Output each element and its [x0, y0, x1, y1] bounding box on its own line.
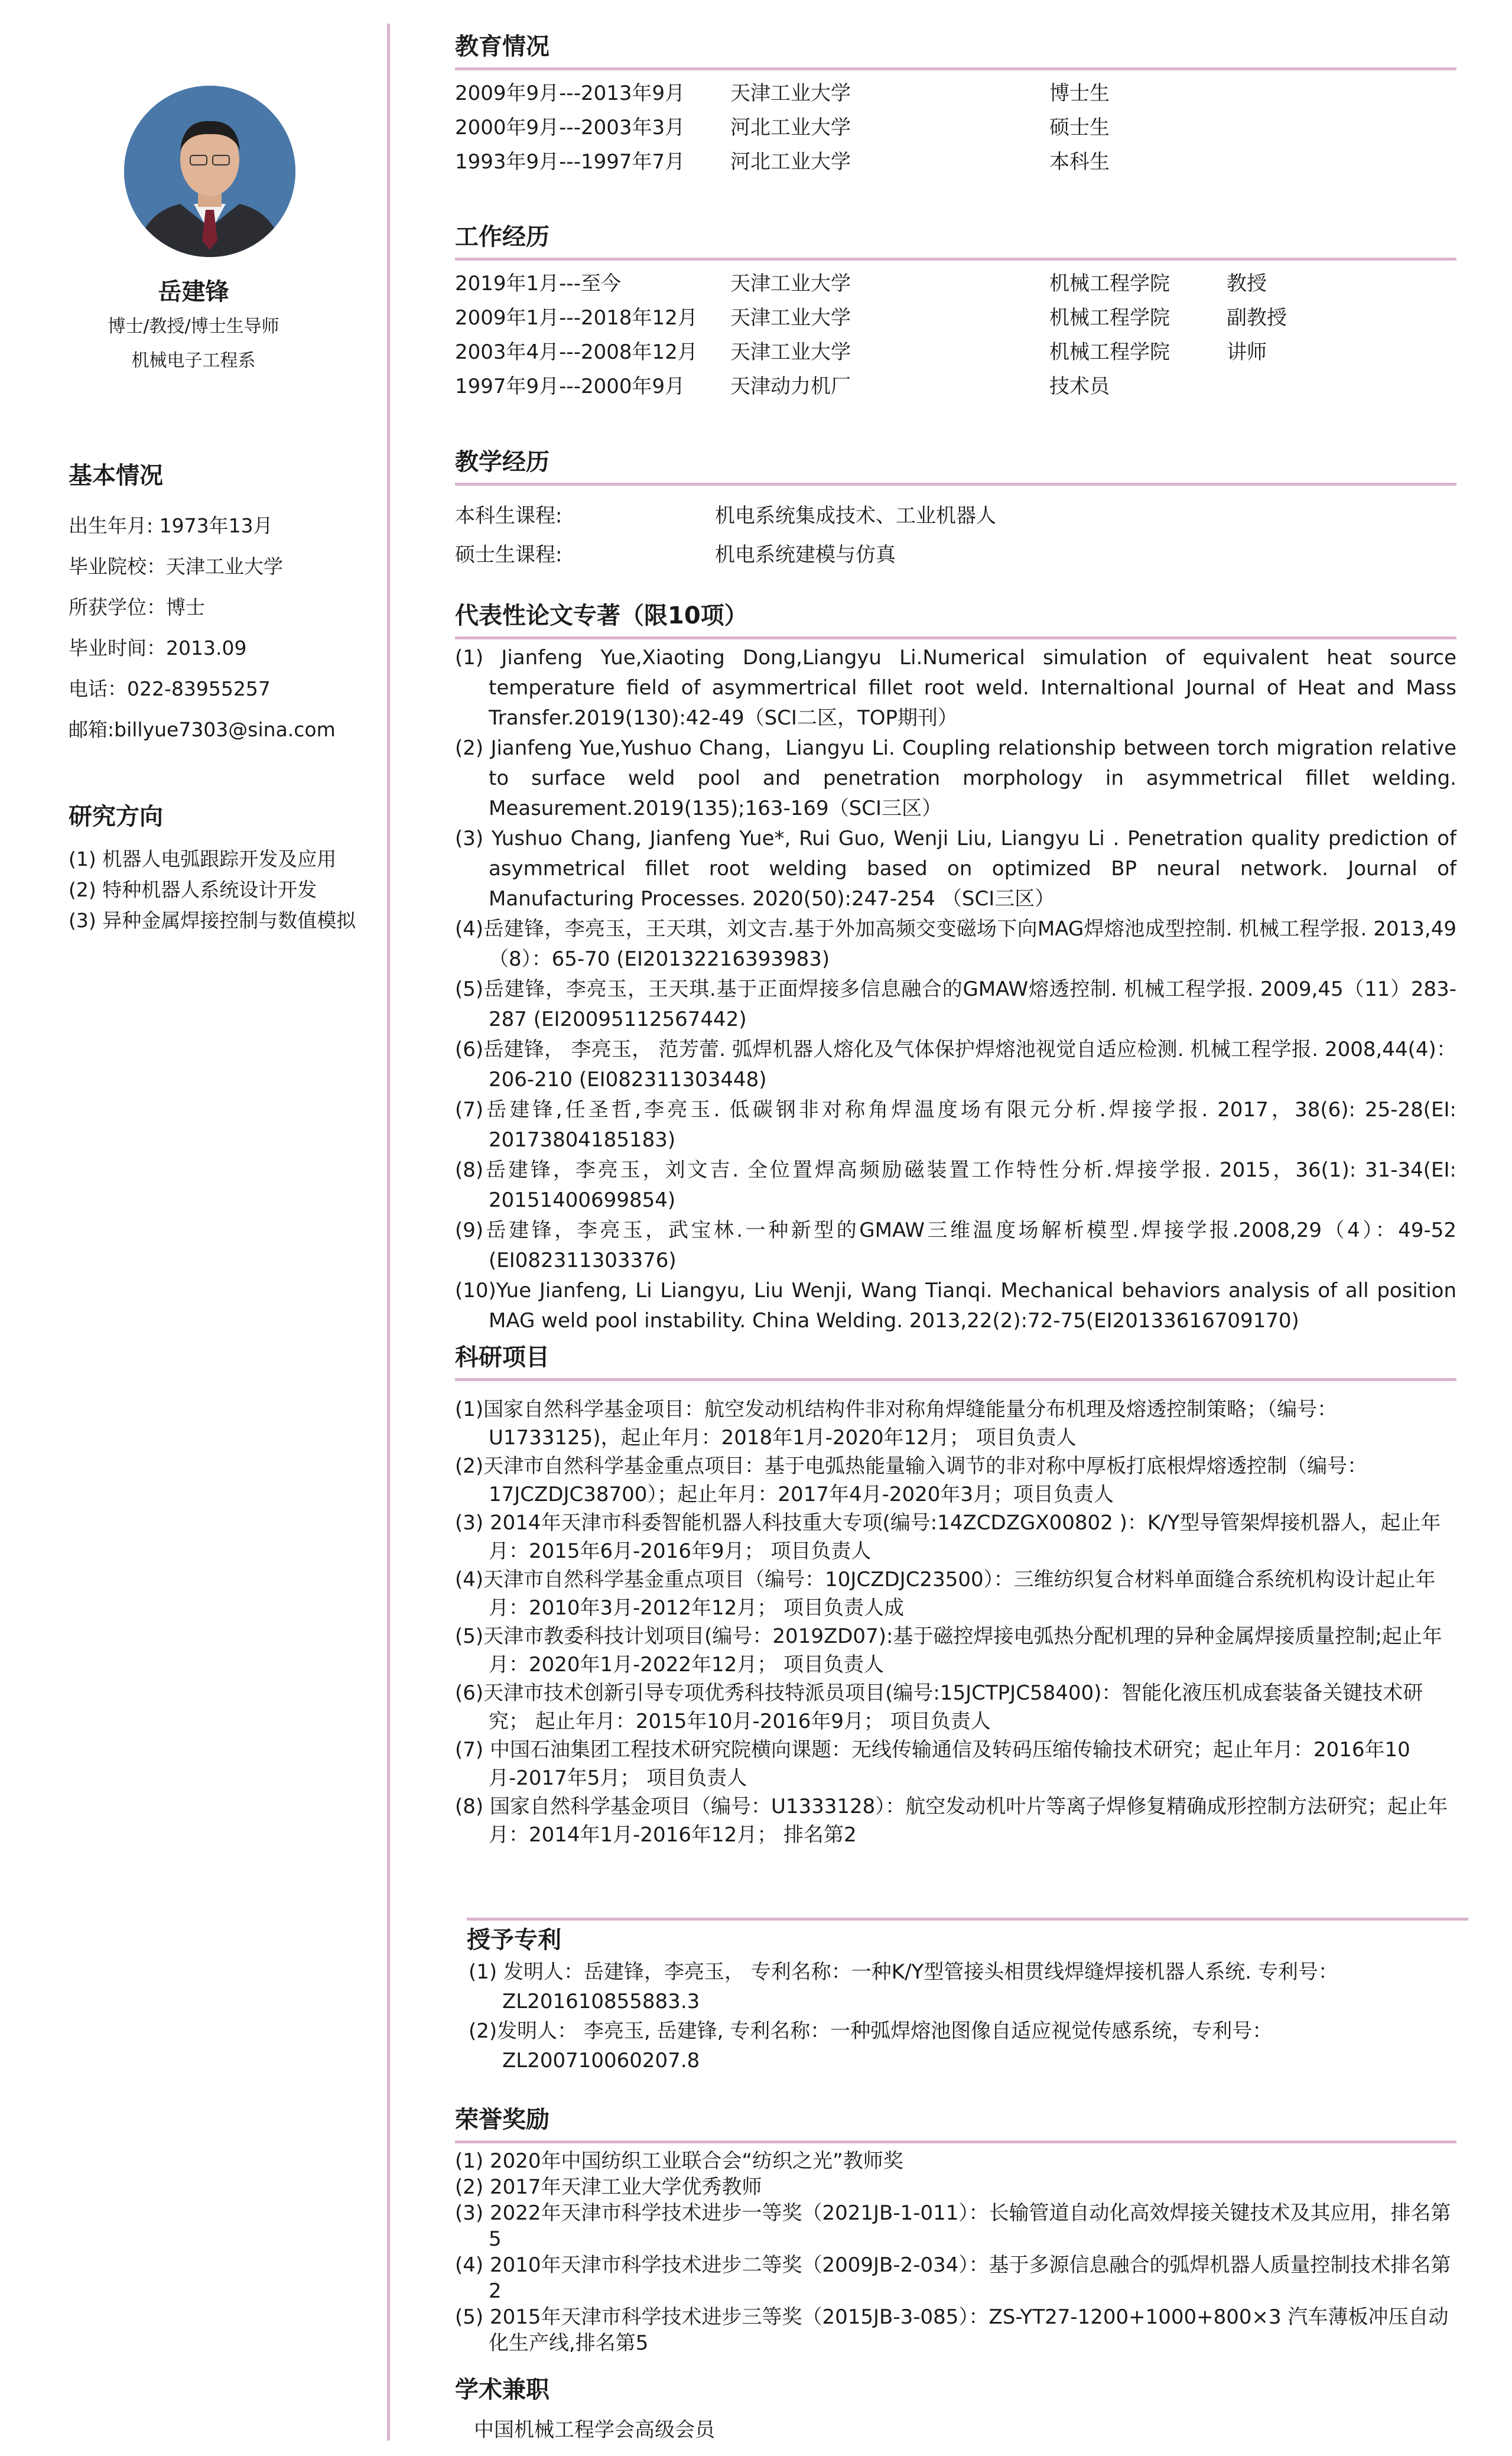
projects-heading: 科研项目 — [455, 1344, 549, 1371]
work-period: 2009年1月---2018年12月 — [455, 306, 698, 330]
work-period: 2003年4月---2008年12月 — [455, 340, 698, 364]
work-role: 教授 — [1227, 272, 1267, 295]
work-dept: 机械工程学院 — [1049, 272, 1170, 295]
education-school: 河北工业大学 — [730, 116, 851, 139]
work-dept: 机械工程学院 — [1049, 306, 1170, 330]
awards-heading: 荣誉奖励 — [455, 2106, 549, 2133]
award-item: (4) 2010年天津市科学技术进步二等奖（2009JB-2-034）：基于多源信息融合的弧焊机器人质量控制技术排名第2 — [455, 2253, 1451, 2303]
education-degree: 本科生 — [1049, 150, 1110, 174]
project-item: (6)天津市技术创新引导专项优秀科技特派员项目(编号:15JCTPJC58400)：智能化液压机成套装备关键技术研究； 起止年月：2015年10月-2016年9月； 项目负责人 — [455, 1681, 1423, 1733]
education-school: 河北工业大学 — [730, 150, 851, 174]
patents-heading: 授予专利 — [467, 1927, 561, 1954]
basic-info-list — [69, 505, 336, 750]
basic-info-graduation: 毕业时间：2013.09 — [69, 636, 247, 660]
awards-section — [455, 2103, 1456, 2356]
sidebar-divider — [387, 24, 390, 2441]
project-item: (2)天津市自然科学基金重点项目：基于电弧热能量输入调节的非对称中厚板打底根焊熔透控制（编号：17JCZDJC38700）；起止年月：2017年4月-2020年3月；项目负责人 — [455, 1454, 1368, 1506]
work-org: 天津工业大学 — [730, 272, 851, 295]
work-role: 讲师 — [1227, 340, 1267, 364]
basic-info-email: 邮箱:billyue7303@sina.com — [69, 718, 336, 741]
paper-item: (7)岳建锋,任圣哲,李亮玉. 低碳钢非对称角焊温度场有限元分析.焊接学报. 2017，38(6): 25-28(EI: 20173804185183) — [455, 1098, 1456, 1152]
award-item: (5) 2015年天津市科学技术进步三等奖（2015JB-3-085）：ZS-YT27-1200+1000+800×3 汽车薄板冲压自动化生产线,排名第5 — [455, 2305, 1449, 2355]
section-divider — [455, 67, 1456, 70]
teaching-courses: 机电系统建模与仿真 — [715, 543, 896, 567]
work-row — [455, 335, 1456, 369]
paper-item: (4)岳建锋，李亮玉，王天琪，刘文吉.基于外加高频交变磁场下向MAG焊熔池成型控制. 机械工程学报. 2013,49（8）：65-70 (EI20132216393983) — [455, 917, 1456, 971]
section-divider — [455, 636, 1456, 639]
project-item: (1)国家自然科学基金项目：航空发动机结构件非对称角焊缝能量分布机理及熔透控制策略；（编号：U1733125)，起止年月：2018年1月-2020年12月； 项目负责人 — [455, 1398, 1338, 1450]
paper-item: (9)岳建锋，李亮玉，武宝林.一种新型的GMAW三维温度场解析模型.焊接学报.2008,29（4）：49-52 (EI082311303376) — [455, 1219, 1456, 1272]
paper-item: (8)岳建锋，李亮玉，刘文吉. 全位置焊高频励磁装置工作特性分析.焊接学报. 2015，36(1): 31-34(EI: 20151400699854) — [455, 1158, 1456, 1212]
project-item: (7) 中国石油集团工程技术研究院横向课题：无线传输通信及转码压缩传输技术研究；起止年月：2016年10月-2017年5月； 项目负责人 — [455, 1738, 1410, 1790]
patents-section — [467, 1918, 1468, 2075]
avatar-photo — [124, 86, 295, 257]
patent-item: (1) 发明人：岳建锋，李亮玉， 专利名称：一种K/Y型管接头相贯线焊缝焊接机器人系统. 专利号：ZL201610855883.3 — [469, 1960, 1338, 2013]
person-title: 博士/教授/博士生导师 — [108, 316, 279, 337]
teaching-label: 本科生课程: — [455, 504, 562, 528]
paper-item: (2) Jianfeng Yue,Yushuo Chang，Liangyu Li. Coupling relationship between torch migration relative to surface weld pool and penetration morphology in asymmetrical fillet welding. Measurement.2019(135);163-169（SCI三区） — [455, 736, 1456, 820]
sidebar — [0, 0, 387, 2456]
papers-heading: 代表性论文专著（限10项） — [455, 602, 748, 629]
education-section — [455, 30, 1456, 179]
basic-info-phone: 电话：022-83955257 — [69, 677, 271, 700]
basic-info-school: 毕业院校：天津工业大学 — [69, 555, 283, 578]
person-name: 岳建锋 — [158, 278, 229, 306]
teaching-heading: 教学经历 — [455, 449, 549, 476]
work-row — [455, 301, 1456, 335]
education-row — [455, 111, 1456, 145]
teaching-row — [455, 496, 1456, 535]
work-role: 副教授 — [1227, 306, 1287, 330]
award-item: (3) 2022年天津市科学技术进步一等奖（2021JB-1-011）：长输管道自动化高效焊接关键技术及其应用，排名第5 — [455, 2201, 1451, 2251]
section-divider — [455, 2140, 1456, 2143]
project-item: (3) 2014年天津市科委智能机器人科技重大专项(编号:14ZCDZGX00802 )：K/Y型导管架焊接机器人，起止年月：2015年6月-2016年9月； 项目负责人 — [455, 1511, 1441, 1563]
teaching-courses: 机电系统集成技术、工业机器人 — [715, 504, 996, 528]
work-org: 天津动力机厂 — [730, 375, 851, 398]
research-list — [69, 844, 356, 936]
education-school: 天津工业大学 — [730, 82, 851, 105]
papers-section — [455, 599, 1456, 1336]
education-row — [455, 76, 1456, 111]
work-dept: 机械工程学院 — [1049, 340, 1170, 364]
education-degree: 博士生 — [1049, 82, 1110, 105]
academic-heading: 学术兼职 — [455, 2376, 549, 2403]
work-period: 2019年1月---至今 — [455, 272, 621, 295]
project-item: (8) 国家自然科学基金项目（编号：U1333128）：航空发动机叶片等离子焊修复精确成形控制方法研究；起止年月：2014年1月-2016年12月； 排名第2 — [455, 1795, 1448, 1847]
education-heading: 教育情况 — [455, 33, 549, 60]
section-divider — [455, 258, 1456, 261]
work-period: 1997年9月---2000年9月 — [455, 375, 685, 398]
work-org: 天津工业大学 — [730, 306, 851, 330]
projects-section — [455, 1340, 1456, 1849]
section-divider — [467, 1918, 1468, 1921]
basic-info-birth: 出生年月: 1973年13月 — [69, 514, 273, 537]
paper-item: (1) Jianfeng Yue,Xiaoting Dong,Liangyu Li.Numerical simulation of equivalent heat source temperature field of asymmertrical fillet root weld. Internaltional Journal of Heat and Mass Transfer.2019(130):42-49（SCI二区，TOP期刊） — [455, 646, 1456, 730]
education-period: 2000年9月---2003年3月 — [455, 116, 685, 139]
patent-item: (2)发明人： 李亮玉, 岳建锋, 专利名称：一种弧焊熔池图像自适应视觉传感系统，专利号：ZL200710060207.8 — [469, 2019, 1273, 2072]
academic-section — [455, 2373, 1456, 2445]
education-period: 2009年9月---2013年9月 — [455, 82, 685, 105]
award-item: (1) 2020年中国纺织工业联合会“纺织之光”教师奖 — [455, 2149, 903, 2173]
basic-info-degree: 所获学位：博士 — [69, 596, 205, 619]
work-dept: 技术员 — [1049, 375, 1110, 398]
teaching-section — [455, 445, 1456, 574]
work-heading: 工作经历 — [455, 223, 549, 251]
project-item: (5)天津市教委科技计划项目(编号：2019ZD07):基于磁控焊接电弧热分配机理的异种金属焊接质量控制;起止年月：2020年1月-2022年12月； 项目负责人 — [455, 1625, 1442, 1677]
work-section — [455, 220, 1456, 404]
paper-item: (10)Yue Jianfeng, Li Liangyu, Liu Wenji, Wang Tianqi. Mechanical behaviors analysis of all position MAG weld pool instability. China Welding. 2013,22(2):72-75(EI20133616709170) — [455, 1279, 1456, 1333]
section-divider — [455, 483, 1456, 486]
section-divider — [455, 1378, 1456, 1381]
education-row — [455, 145, 1456, 179]
award-item: (2) 2017年天津工业大学优秀教师 — [455, 2175, 762, 2199]
research-heading: 研究方向 — [69, 803, 163, 830]
work-org: 天津工业大学 — [730, 340, 851, 364]
teaching-label: 硕士生课程: — [455, 543, 562, 567]
paper-item: (5)岳建锋，李亮玉，王天琪.基于正面焊接多信息融合的GMAW熔透控制. 机械工程学报. 2009,45（11）283-287 (EI20095112567442) — [455, 977, 1456, 1031]
work-row — [455, 369, 1456, 404]
person-department: 机械电子工程系 — [131, 350, 256, 371]
research-item: (3) 异种金属焊接控制与数值模拟 — [69, 909, 356, 932]
paper-item: (6)岳建锋， 李亮玉， 范芳蕾. 弧焊机器人熔化及气体保护焊熔池视觉自适应检测. 机械工程学报. 2008,44(4)：206-210 (EI082311303448) — [455, 1038, 1456, 1091]
research-item: (2) 特种机器人系统设计开发 — [69, 878, 317, 901]
education-degree: 硕士生 — [1049, 116, 1110, 139]
academic-item: 中国机械工程学会高级会员 — [474, 2418, 715, 2442]
teaching-row — [455, 535, 1456, 574]
education-period: 1993年9月---1997年7月 — [455, 150, 685, 174]
research-item: (1) 机器人电弧跟踪开发及应用 — [69, 847, 337, 870]
project-item: (4)天津市自然科学基金重点项目（编号：10JCZDJC23500）：三维纺织复合材料单面缝合系统机构设计起止年月：2010年3月-2012年12月； 项目负责人成 — [455, 1568, 1436, 1620]
paper-item: (3) Yushuo Chang, Jianfeng Yue*, Rui Guo, Wenji Liu, Liangyu Li . Penetration quality prediction of asymmetrical fillet root welding based on optimized BP neural network. Journal of Manufacturing Processes. 2020(50):247-254 （SCI三区） — [455, 827, 1456, 911]
basic-info-heading: 基本情况 — [69, 462, 163, 489]
portrait-image — [124, 86, 295, 257]
work-row — [455, 267, 1456, 301]
